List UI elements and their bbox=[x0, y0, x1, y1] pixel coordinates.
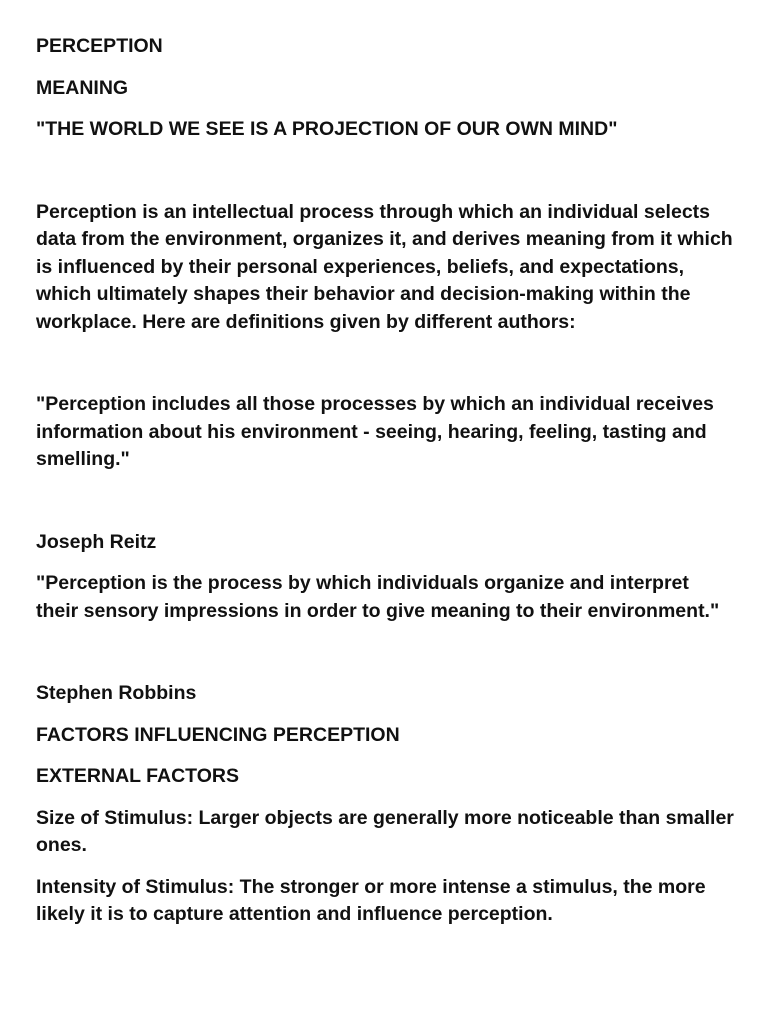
subsection-heading: EXTERNAL FACTORS bbox=[36, 765, 239, 787]
document-page bbox=[36, 33, 736, 929]
author-name-1: Joseph Reitz bbox=[36, 530, 157, 553]
intro-paragraph: Perception is an intellectual process through which an individual selects data from the environment, organizes it, and derives meaning from it which is influenced by their personal experiences, beliefs, and expectations, which ultimately shapes their behavior and decision-making within the workplace. Here are definitions given by different authors: bbox=[36, 200, 733, 333]
opening-quote: "THE WORLD WE SEE IS A PROJECTION OF OUR OWN MIND" bbox=[36, 118, 618, 140]
factor-intensity: Intensity of Stimulus: The stronger or more intense a stimulus, the more likely it is to capture attention and influence perception. bbox=[36, 875, 706, 925]
document-title: PERCEPTION bbox=[36, 35, 163, 57]
factor-size: Size of Stimulus: Larger objects are generally more noticeable than smaller ones. bbox=[36, 806, 734, 856]
document-subtitle: MEANING bbox=[36, 76, 129, 99]
definition-quote-1: "Perception includes all those processes by which an individual receives information about his environment - seeing, hearing, feeling, tasting and smelling." bbox=[36, 393, 714, 470]
author-name-2: Stephen Robbins bbox=[36, 682, 197, 704]
definition-quote-2: "Perception is the process by which individuals organize and interpret their sensory impressions in order to give meaning to their environment." bbox=[36, 572, 720, 622]
section-heading: FACTORS INFLUENCING PERCEPTION bbox=[36, 723, 400, 746]
